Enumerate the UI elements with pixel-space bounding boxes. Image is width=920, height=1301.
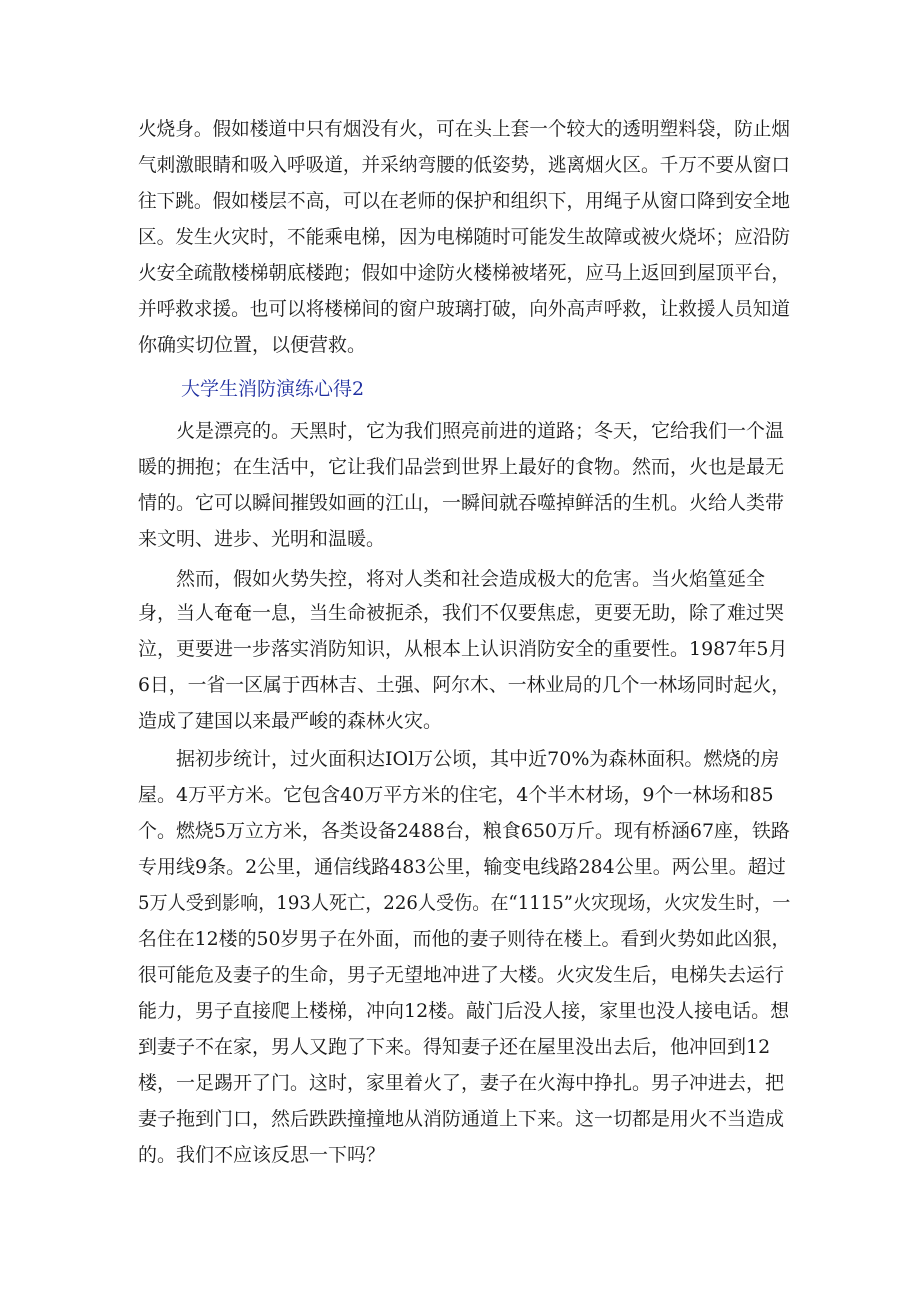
paragraph-4-line: 到妻子不在家，男人又跑了下来。得知妻子还在屋里没出去后，他冲回到12 (138, 1036, 771, 1058)
paragraph-1-line: 并呼救求援。也可以将楼梯间的窗户玻璃打破，向外高声呼救，让救援人员知道 (138, 298, 791, 320)
paragraph-4-line: 妻子拖到门口，然后跌跌撞撞地从消防通道上下来。这一切都是用火不当造成 (138, 1108, 785, 1130)
paragraph-3-line: 身，当人奄奄一息，当生命被扼杀，我们不仅要焦虑，更要无助，除了难过哭 (138, 602, 785, 624)
paragraph-1-line: 火烧身。假如楼道中只有烟没有火，可在头上套一个较大的透明塑料袋，防止烟 (138, 118, 791, 140)
paragraph-3-line: 泣，更要进一步落实消防知识，从根本上认识消防安全的重要性。1987年5月 (138, 638, 788, 660)
paragraph-3-line: 然而，假如火势失控，将对人类和社会造成极大的危害。当火焰篁延全 (176, 568, 766, 590)
section-heading: 大学生消防演练心得2 (181, 378, 365, 400)
paragraph-2-line: 暖的拥抱；在生活中，它让我们品尝到世界上最好的食物。然而，火也是最无 (138, 456, 785, 478)
paragraph-4-line: 5万人受到影响，193人死亡，226人受伤。在“1115”火灾现场，火灾发生时，一 (138, 892, 791, 914)
paragraph-4-line: 据初步统计，过火面积达IOl万公顷，其中近70%为森林面积。燃烧的房 (176, 748, 780, 770)
paragraph-1-line: 区。发生火灾时，不能乘电梯，因为电梯随时可能发生故障或被火烧坏；应沿防 (138, 226, 791, 248)
paragraph-3-line: 6日，一省一区属于西林吉、土强、阿尔木、一林业局的几个一林场同时起火， (138, 674, 791, 696)
paragraph-1-line: 往下跳。假如楼层不高，可以在老师的保护和组织下，用绳子从窗口降到安全地 (138, 190, 791, 212)
paragraph-1-line: 火安全疏散楼梯朝底楼跑；假如中途防火楼梯被堵死，应马上返回到屋顶平台， (138, 262, 791, 284)
paragraph-2-line: 情的。它可以瞬间摧毁如画的江山，一瞬间就吞噬掉鲜活的生机。火给人类带 (138, 492, 785, 514)
paragraph-4-line: 很可能危及妻子的生命，男子无望地冲进了大楼。火灾发生后，电梯失去运行 (138, 964, 785, 986)
paragraph-1-line: 你确实切位置，以便营救。 (138, 334, 367, 356)
paragraph-4-line: 楼，一足踢开了门。这时，家里着火了，妻子在火海中挣扎。男子冲进去，把 (138, 1072, 785, 1094)
paragraph-4-line: 名住在12楼的50岁男子在外面，而他的妻子则待在楼上。看到火势如此凶狠， (138, 928, 791, 950)
paragraph-4-line: 的。我们不应该反思一下吗？ (138, 1144, 386, 1166)
paragraph-2-line: 火是漂亮的。天黑时，它为我们照亮前进的道路；冬天，它给我们一个温 (176, 420, 785, 442)
paragraph-4-line: 屋。4万平方米。它包含40万平方米的住宅，4个半木材场，9个一林场和85 (138, 784, 774, 806)
paragraph-2-line: 来文明、进步、光明和温暖。 (138, 528, 386, 550)
paragraph-4-line: 专用线9条。2公里，通信线路483公里，输变电线路284公里。两公里。超过 (138, 856, 786, 878)
paragraph-4-line: 个。燃烧5万立方米，各类设备2488台，粮食650万斤。现有桥涵67座，铁路 (138, 820, 790, 842)
paragraph-4-line: 能力，男子直接爬上楼梯，冲向12楼。敲门后没人接，家里也没人接电话。想 (138, 1000, 790, 1022)
paragraph-1-line: 气刺激眼睛和吸入呼吸道，并采纳弯腰的低姿势，逃离烟火区。千万不要从窗口 (138, 154, 791, 176)
paragraph-3-line: 造成了建国以来最严峻的森林火灾。 (138, 710, 443, 732)
